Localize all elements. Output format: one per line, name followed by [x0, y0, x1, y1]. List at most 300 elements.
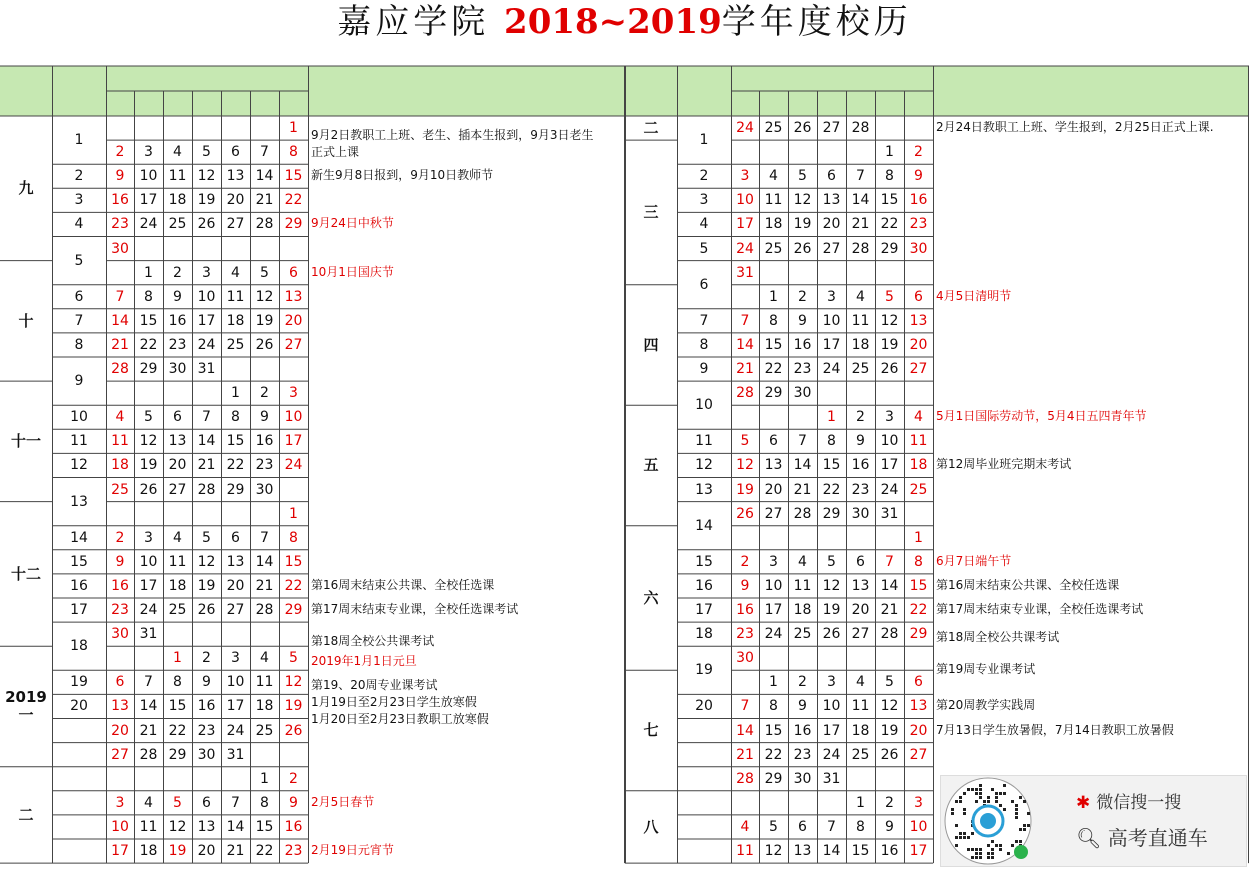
date-cell: 3: [769, 553, 778, 570]
week-label: [52, 719, 106, 743]
date-cell: 13: [909, 698, 928, 715]
week-label: 8: [74, 336, 84, 353]
date-cell: 11: [909, 433, 928, 450]
date-cell: 1: [769, 674, 778, 691]
week-label: 5: [699, 240, 709, 257]
header-week: [677, 66, 731, 116]
date-cell: 11: [168, 553, 187, 570]
date-cell: 16: [111, 192, 129, 209]
date-cell: 21: [139, 722, 158, 739]
date-cell: 16: [255, 433, 274, 450]
month-label: 十: [18, 311, 34, 330]
date-cell: 29: [764, 770, 783, 787]
date-cell: 4: [798, 553, 807, 570]
date-cell: 2: [115, 529, 125, 546]
date-cell: 29: [822, 505, 841, 522]
date-cell: 24: [822, 746, 841, 763]
date-cell: 4: [740, 818, 750, 835]
date-cell: 20: [197, 843, 216, 859]
date-cell: 29: [139, 361, 158, 377]
date-cell: 17: [197, 312, 216, 329]
date-cell: 14: [822, 843, 841, 859]
date-cell: 14: [226, 818, 245, 835]
summary-note: 2月24日教职工上班、学生报到，2月25日正式上课.: [936, 120, 1214, 134]
date-cell: 1: [769, 288, 778, 305]
date-cell: 8: [914, 553, 923, 570]
date-cell: 22: [226, 457, 245, 474]
header-day: [250, 91, 279, 116]
date-cell: 17: [111, 843, 129, 859]
date-cell: 29: [284, 602, 303, 618]
date-cell: 10: [909, 818, 928, 835]
date-cell: 5: [827, 553, 836, 570]
date-cell: 8: [769, 698, 778, 715]
date-cell: 23: [111, 602, 129, 618]
date-cell: 21: [880, 602, 899, 618]
date-cell: 24: [139, 216, 158, 233]
date-cell: 13: [111, 698, 129, 715]
date-cell: 28: [736, 385, 754, 402]
date-cell: 14: [736, 336, 754, 353]
date-cell: 7: [885, 553, 894, 570]
date-cell: 19: [197, 577, 216, 594]
date-cell: 20: [822, 216, 841, 233]
week-label: [677, 791, 731, 815]
date-cell: 3: [289, 385, 298, 402]
date-cell: 6: [173, 409, 182, 426]
date-cell: 1: [173, 650, 182, 667]
week-label: 20: [70, 698, 88, 715]
date-cell: 18: [168, 192, 187, 209]
date-cell: 23: [909, 216, 928, 233]
date-cell: 28: [793, 505, 812, 522]
date-cell: 25: [851, 746, 870, 763]
date-cell: 28: [851, 120, 870, 136]
date-cell: 29: [880, 240, 899, 257]
week-label: 9: [74, 373, 84, 389]
date-cell: 26: [793, 120, 812, 136]
date-cell: 10: [197, 288, 216, 305]
date-cell: 7: [260, 144, 269, 161]
date-cell: 8: [260, 794, 269, 811]
summary-note: 第16周末结束公共课、全校任选课: [936, 577, 1120, 592]
date-cell: 27: [226, 216, 245, 233]
date-cell: 16: [909, 192, 928, 209]
date-cell: 18: [139, 843, 158, 859]
header-summary: [308, 66, 625, 116]
header-xingqi: [731, 66, 933, 91]
week-label: 8: [699, 336, 709, 353]
week-label: 13: [695, 481, 713, 498]
date-cell: 9: [740, 577, 750, 594]
date-cell: 8: [827, 433, 836, 450]
month-label: 十一: [10, 432, 41, 451]
date-cell: 12: [197, 553, 216, 570]
date-cell: 15: [851, 843, 870, 859]
date-cell: 17: [226, 698, 245, 715]
search-icon: 🔍︎: [1076, 826, 1102, 850]
date-cell: 11: [764, 192, 783, 209]
date-cell: 26: [284, 722, 303, 739]
date-cell: 5: [885, 674, 894, 691]
date-cell: 14: [111, 312, 129, 329]
date-cell: 6: [115, 674, 125, 691]
date-cell: 13: [764, 457, 783, 474]
date-cell: 28: [139, 746, 158, 763]
date-cell: 8: [769, 312, 778, 329]
date-cell: 4: [769, 168, 778, 185]
date-cell: 30: [909, 240, 928, 257]
date-cell: 17: [909, 843, 928, 859]
date-cell: 10: [226, 674, 245, 691]
week-label: 3: [74, 192, 84, 209]
date-cell: 21: [111, 336, 129, 353]
summary-note: 2019年1月1日元旦: [311, 654, 417, 669]
date-cell: 18: [764, 216, 783, 233]
date-cell: 9: [798, 312, 807, 329]
date-cell: 12: [880, 312, 899, 329]
date-cell: 7: [115, 288, 125, 305]
week-label: 10: [695, 397, 713, 414]
month-label: 五: [643, 456, 659, 475]
date-cell: 28: [255, 216, 274, 233]
date-cell: 16: [793, 722, 812, 739]
date-cell: 19: [880, 722, 899, 739]
date-cell: 16: [197, 698, 216, 715]
weibo-like-icon: ✱: [1076, 793, 1091, 813]
date-cell: 8: [173, 674, 182, 691]
date-cell: 15: [764, 336, 783, 353]
date-cell: 3: [914, 794, 923, 811]
date-cell: 10: [284, 409, 303, 426]
week-label: 16: [695, 577, 713, 594]
date-cell: 30: [168, 361, 187, 377]
date-cell: 11: [139, 818, 158, 835]
summary-note: 第18周全校公共课考试: [936, 630, 1060, 645]
date-cell: 18: [255, 698, 274, 715]
header-day: [221, 91, 250, 116]
week-label: 19: [70, 674, 88, 691]
date-cell: 27: [851, 626, 870, 643]
date-cell: 30: [851, 505, 870, 522]
date-cell: 30: [197, 746, 216, 763]
summary-note: 第17周末结束专业课，全校任选课考试: [311, 602, 519, 616]
week-label: [52, 815, 106, 839]
date-cell: 22: [764, 361, 783, 377]
summary-note: 2月19日元宵节: [311, 843, 394, 857]
week-label: 15: [695, 553, 713, 570]
week-label: 7: [699, 312, 709, 329]
date-cell: 12: [255, 288, 274, 305]
summary-note: 7月13日学生放暑假，7月14日教职工放暑假: [936, 722, 1174, 737]
date-cell: 9: [173, 288, 182, 305]
date-cell: 10: [822, 312, 841, 329]
date-cell: 10: [139, 168, 158, 185]
month-label: 九: [18, 179, 34, 197]
date-cell: 2: [798, 288, 807, 305]
date-cell: 13: [284, 288, 303, 305]
date-cell: 19: [139, 457, 158, 474]
week-label: [677, 743, 731, 767]
date-cell: 26: [139, 481, 158, 498]
date-cell: 2: [260, 385, 269, 402]
date-cell: 30: [111, 240, 129, 257]
date-cell: 25: [764, 120, 783, 136]
date-cell: 26: [255, 336, 274, 353]
week-label: [52, 743, 106, 767]
date-cell: 17: [284, 433, 303, 450]
date-cell: 16: [851, 457, 870, 474]
date-cell: 2: [202, 650, 211, 667]
date-cell: 7: [740, 312, 750, 329]
date-cell: 3: [231, 650, 240, 667]
date-cell: 20: [851, 602, 870, 618]
date-cell: 13: [226, 168, 245, 185]
date-cell: 21: [736, 361, 754, 377]
date-cell: 26: [793, 240, 812, 257]
week-label: 11: [70, 433, 88, 450]
week-label: 13: [70, 493, 88, 510]
date-cell: 2: [740, 553, 750, 570]
month-label: 六: [643, 588, 659, 607]
date-cell: 25: [764, 240, 783, 257]
date-cell: 23: [736, 626, 754, 643]
summary-note: 9月24日中秋节: [311, 216, 394, 231]
date-cell: 12: [764, 843, 783, 859]
date-cell: 6: [202, 794, 211, 811]
date-cell: 20: [909, 336, 928, 353]
date-cell: 17: [764, 602, 783, 618]
summary-note: 5月1日国际劳动节，5月4日五四青年节: [936, 409, 1147, 424]
summary-note: 9月2日教职工上班、老生、插本生报到，9月3日老生 正式上课: [311, 128, 594, 159]
week-label: [52, 767, 106, 791]
date-cell: 22: [284, 577, 303, 594]
date-cell: 13: [822, 192, 841, 209]
date-cell: 3: [202, 264, 211, 281]
date-cell: 23: [284, 843, 303, 859]
date-cell: 9: [798, 698, 807, 715]
date-cell: 12: [822, 577, 841, 594]
date-cell: 22: [284, 192, 303, 209]
date-cell: 7: [827, 818, 836, 835]
date-cell: 2: [856, 409, 865, 426]
date-cell: 10: [736, 192, 754, 209]
date-cell: 9: [856, 433, 865, 450]
date-cell: 20: [168, 457, 187, 474]
date-cell: 6: [827, 168, 836, 185]
date-cell: 3: [740, 168, 750, 185]
date-cell: 8: [289, 144, 298, 161]
date-cell: 18: [111, 457, 129, 474]
date-cell: 22: [764, 746, 783, 763]
date-cell: 4: [144, 794, 153, 811]
date-cell: 22: [909, 602, 928, 618]
date-cell: 29: [909, 626, 928, 643]
date-cell: 26: [197, 602, 216, 618]
header-summary: [933, 66, 1249, 116]
date-cell: 3: [115, 794, 125, 811]
date-cell: 29: [226, 481, 245, 498]
date-cell: 2: [798, 674, 807, 691]
week-label: 14: [695, 517, 713, 534]
header-day: [106, 91, 134, 116]
week-label: 10: [70, 409, 88, 426]
date-cell: 18: [851, 336, 870, 353]
date-cell: 1: [827, 409, 836, 426]
date-cell: 3: [885, 409, 894, 426]
date-cell: 26: [880, 361, 899, 377]
week-label: 5: [74, 252, 84, 269]
date-cell: 23: [168, 336, 187, 353]
header-month: [0, 66, 52, 116]
date-cell: 8: [289, 529, 298, 546]
date-cell: 23: [255, 457, 274, 474]
date-cell: 6: [914, 674, 923, 691]
semester-1-table: [0, 44, 625, 869]
date-cell: 16: [284, 818, 303, 835]
date-cell: 25: [168, 216, 187, 233]
week-label: 6: [699, 276, 709, 293]
date-cell: 20: [764, 481, 783, 498]
week-label: 20: [695, 698, 713, 715]
date-cell: 17: [880, 457, 899, 474]
date-cell: 30: [793, 770, 812, 787]
semester-title: [0, 44, 625, 66]
date-cell: 17: [736, 216, 754, 233]
date-cell: 30: [793, 385, 812, 402]
week-label: 16: [70, 577, 88, 594]
header-week: [52, 66, 106, 116]
date-cell: 5: [260, 264, 269, 281]
date-cell: 12: [139, 433, 158, 450]
date-cell: 19: [284, 698, 303, 715]
date-cell: 5: [798, 168, 807, 185]
date-cell: 18: [909, 457, 928, 474]
qr-code-icon: [941, 776, 1035, 866]
week-label: [677, 719, 731, 743]
date-cell: 25: [255, 722, 274, 739]
date-cell: 26: [880, 746, 899, 763]
header-day: [788, 91, 817, 116]
date-cell: 27: [168, 481, 187, 498]
date-cell: 14: [197, 433, 216, 450]
date-cell: 27: [822, 240, 841, 257]
date-cell: 1: [289, 120, 298, 136]
month-label: 四: [643, 335, 659, 354]
summary-note: 第19、20周专业课考试 1月19日至2月23日学生放寒假 1月20日至2月23日教职工放寒假: [311, 678, 489, 727]
week-label: 4: [74, 216, 84, 233]
date-cell: 30: [255, 481, 274, 498]
summary-note: 第17周末结束专业课，全校任选课考试: [936, 602, 1144, 616]
date-cell: 12: [197, 168, 216, 185]
month-label: 二: [18, 805, 34, 824]
date-cell: 29: [764, 385, 783, 402]
week-label: [677, 815, 731, 839]
date-cell: 21: [255, 192, 274, 209]
date-cell: 27: [822, 120, 841, 136]
date-cell: 16: [736, 602, 754, 618]
date-cell: 11: [226, 288, 245, 305]
date-cell: 24: [139, 602, 158, 618]
date-cell: 25: [909, 481, 928, 498]
date-cell: 11: [851, 698, 870, 715]
header-day: [759, 91, 788, 116]
date-cell: 28: [255, 602, 274, 618]
date-cell: 15: [255, 818, 274, 835]
date-cell: 6: [769, 433, 778, 450]
date-cell: 5: [144, 409, 153, 426]
date-cell: 8: [856, 818, 865, 835]
date-cell: 1: [260, 770, 269, 787]
date-cell: 17: [139, 192, 158, 209]
date-cell: 2: [914, 144, 923, 161]
summary-note: 2月5日春节: [311, 794, 375, 809]
month-label: 2019 一: [5, 688, 47, 725]
date-cell: 7: [740, 698, 750, 715]
date-cell: 17: [822, 336, 841, 353]
summary-note: 4月5日清明节: [936, 288, 1012, 303]
date-cell: 1: [885, 144, 894, 161]
date-cell: 12: [736, 457, 754, 474]
header-day: [904, 91, 933, 116]
date-cell: 27: [226, 602, 245, 618]
week-label: 12: [695, 457, 713, 474]
date-cell: 5: [202, 529, 211, 546]
date-cell: 20: [226, 192, 245, 209]
date-cell: 14: [851, 192, 870, 209]
date-cell: 17: [822, 722, 841, 739]
summary-note: 第20周教学实践周: [936, 698, 1036, 713]
date-cell: 28: [851, 240, 870, 257]
account-name: 高考直通车: [1107, 826, 1208, 850]
date-cell: 5: [740, 433, 750, 450]
date-cell: 14: [255, 553, 274, 570]
week-label: 11: [695, 433, 713, 450]
date-cell: 9: [202, 674, 211, 691]
date-cell: 16: [793, 336, 812, 353]
date-cell: 24: [736, 240, 754, 257]
date-cell: 2: [885, 794, 894, 811]
summary-note: 第16周末结束公共课、全校任选课: [311, 577, 495, 592]
date-cell: 7: [202, 409, 211, 426]
date-cell: 18: [226, 312, 245, 329]
date-cell: 20: [284, 312, 303, 329]
week-label: 18: [70, 638, 88, 655]
date-cell: 11: [111, 433, 129, 450]
date-cell: 31: [197, 361, 216, 377]
date-cell: 15: [226, 433, 245, 450]
date-cell: 11: [255, 674, 274, 691]
date-cell: 6: [289, 264, 298, 281]
date-cell: 12: [793, 192, 812, 209]
date-cell: 15: [284, 553, 303, 570]
date-cell: 10: [880, 433, 899, 450]
date-cell: 21: [793, 481, 812, 498]
month-label: 八: [643, 817, 659, 836]
date-cell: 9: [885, 818, 894, 835]
date-cell: 13: [793, 843, 812, 859]
date-cell: 24: [822, 361, 841, 377]
date-cell: 15: [764, 722, 783, 739]
date-cell: 21: [851, 216, 870, 233]
header-day: [817, 91, 846, 116]
date-cell: 12: [168, 818, 187, 835]
date-cell: 19: [168, 843, 187, 859]
date-cell: 23: [793, 746, 812, 763]
date-cell: 22: [822, 481, 841, 498]
date-cell: 27: [909, 746, 928, 763]
week-label: [52, 791, 106, 815]
